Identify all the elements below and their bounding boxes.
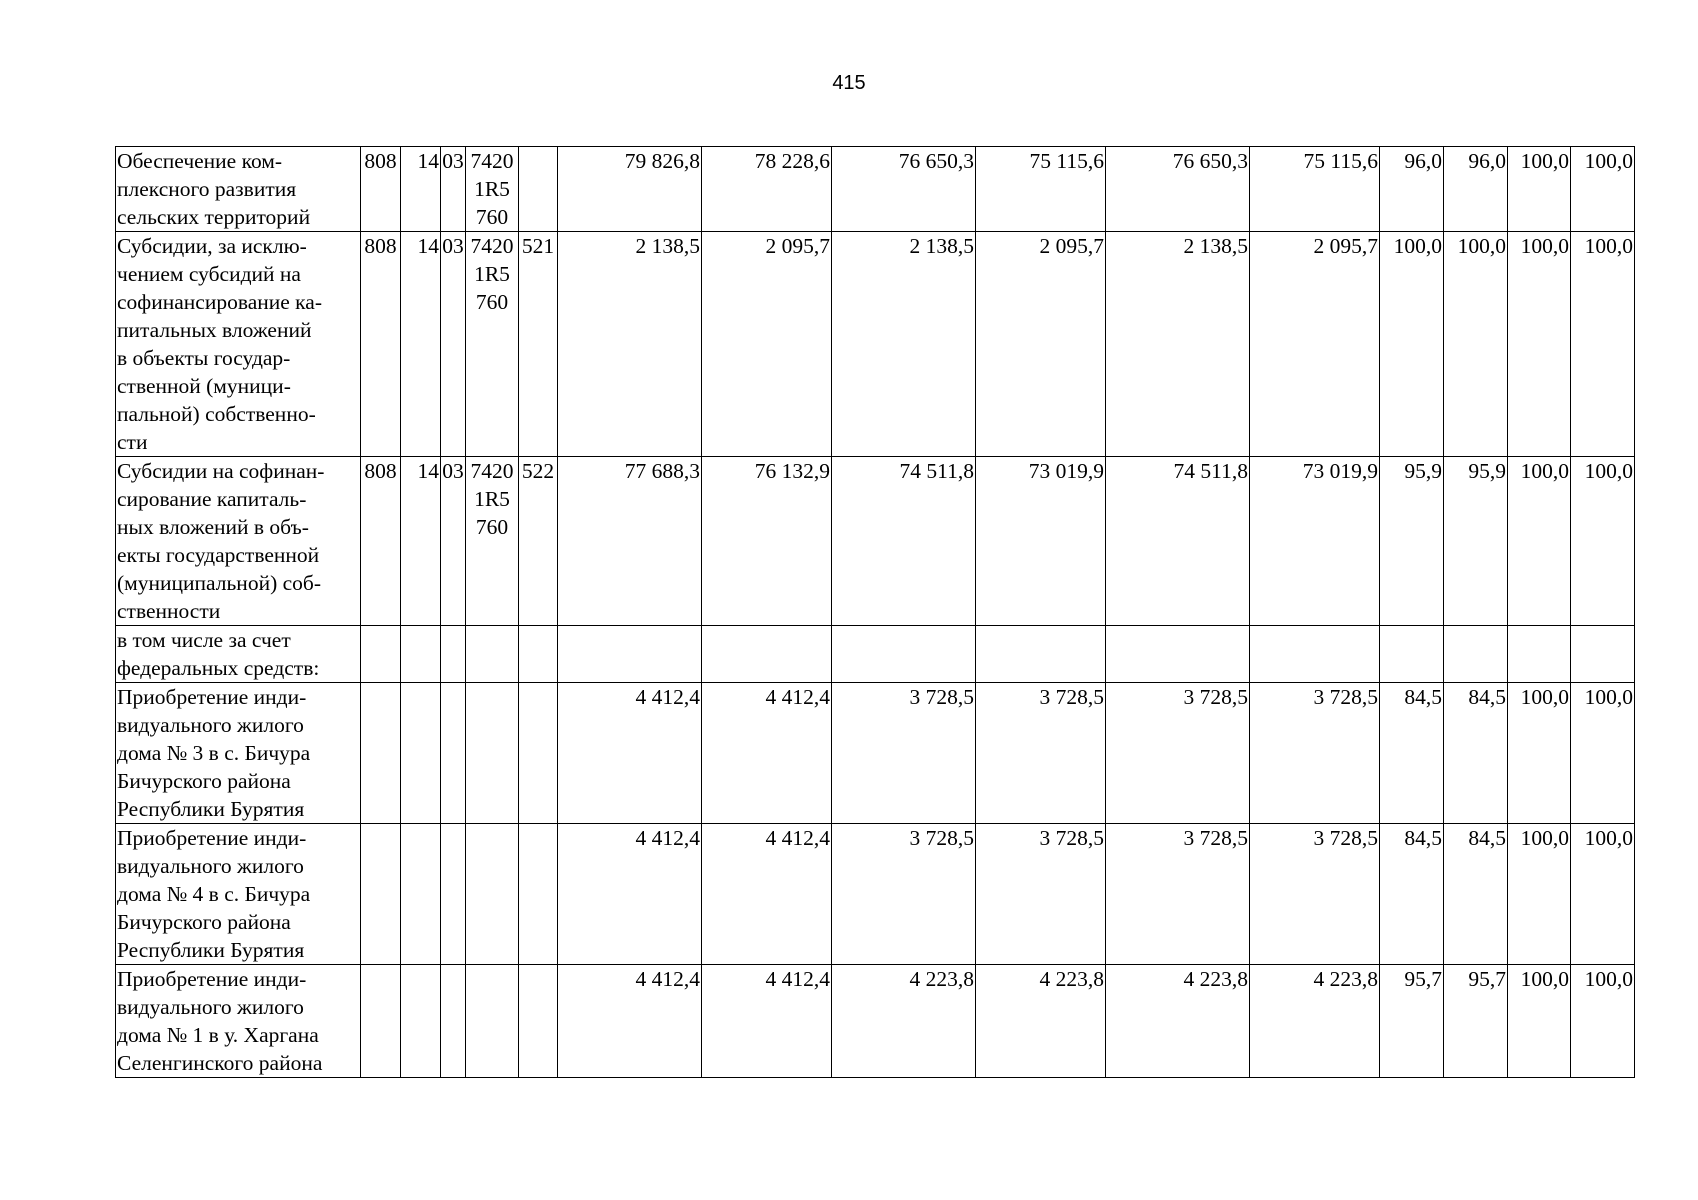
value-cell: 84,5 <box>1380 683 1444 824</box>
value-cell: 4 412,4 <box>558 965 702 1078</box>
value-cell: 100,0 <box>1571 147 1635 232</box>
value-cell: 3 728,5 <box>1250 683 1380 824</box>
value-cell: 95,7 <box>1444 965 1508 1078</box>
value-cell: 84,5 <box>1444 683 1508 824</box>
cs-code-cell <box>466 457 519 626</box>
value-cell: 100,0 <box>1444 232 1508 457</box>
value-cell: 2 138,5 <box>558 232 702 457</box>
value-cell: 96,0 <box>1380 147 1444 232</box>
value-cell: 2 095,7 <box>976 232 1106 457</box>
vr-code-cell <box>519 147 558 232</box>
table-row <box>116 965 1635 1078</box>
rz-code-cell <box>401 626 441 683</box>
cs-code-cell <box>466 965 519 1078</box>
rz-code-cell <box>401 683 441 824</box>
pr-code-cell <box>441 683 466 824</box>
vr-code-cell <box>519 824 558 965</box>
value-cell: 4 223,8 <box>832 965 976 1078</box>
row-name-line: ственной (муници- <box>117 374 291 398</box>
pr-code-cell: 03 <box>441 147 466 232</box>
rz-code-cell <box>401 965 441 1078</box>
row-name-line: Селенгинского района <box>117 1051 323 1075</box>
table-body <box>116 147 1635 1078</box>
row-name-line: Республики Бурятия <box>117 797 305 821</box>
value-cell: 3 728,5 <box>832 824 976 965</box>
row-name-line: софинансирование ка- <box>117 290 322 314</box>
value-cell: 95,7 <box>1380 965 1444 1078</box>
value-cell <box>976 626 1106 683</box>
value-cell: 77 688,3 <box>558 457 702 626</box>
gr-code-cell <box>361 824 401 965</box>
cs-code-line: 760 <box>475 290 509 314</box>
budget-table <box>115 146 1635 1078</box>
value-cell: 84,5 <box>1380 824 1444 965</box>
gr-code-cell: 808 <box>361 457 401 626</box>
value-cell: 96,0 <box>1444 147 1508 232</box>
row-name-cell <box>116 147 361 232</box>
value-cell: 76 650,3 <box>1106 147 1250 232</box>
value-cell: 95,9 <box>1380 457 1444 626</box>
cs-code-cell <box>466 626 519 683</box>
row-name-line: в том числе за счет <box>117 628 291 652</box>
row-name-line: Приобретение инди- <box>117 685 307 709</box>
gr-code-cell: 808 <box>361 232 401 457</box>
row-name-line: сти <box>117 430 148 454</box>
row-name-line: Бичурского района <box>117 910 291 934</box>
cs-code-cell <box>466 824 519 965</box>
row-name-line: сельских территорий <box>117 205 311 229</box>
row-name-line: плексного развития <box>117 177 297 201</box>
value-cell: 100,0 <box>1380 232 1444 457</box>
row-name-cell <box>116 232 361 457</box>
value-cell: 2 138,5 <box>832 232 976 457</box>
gr-code-cell <box>361 626 401 683</box>
value-cell <box>1444 626 1508 683</box>
value-cell <box>1380 626 1444 683</box>
table-row <box>116 457 1635 626</box>
row-name-line: Обеспечение ком- <box>117 149 283 173</box>
row-name-line: ственности <box>117 599 221 623</box>
value-cell: 4 412,4 <box>558 824 702 965</box>
vr-code-cell <box>519 965 558 1078</box>
table-row <box>116 626 1635 683</box>
row-name-line: (муниципальной) соб- <box>117 571 321 595</box>
value-cell: 100,0 <box>1571 683 1635 824</box>
value-cell <box>1571 626 1635 683</box>
vr-code-cell: 521 <box>519 232 558 457</box>
row-name-line: Субсидии на софинан- <box>117 459 325 483</box>
gr-code-cell: 808 <box>361 147 401 232</box>
rz-code-cell: 14 <box>401 232 441 457</box>
value-cell: 2 095,7 <box>702 232 832 457</box>
gr-code-cell <box>361 683 401 824</box>
value-cell: 100,0 <box>1571 965 1635 1078</box>
value-cell: 75 115,6 <box>976 147 1106 232</box>
value-cell: 73 019,9 <box>976 457 1106 626</box>
row-name-line: Приобретение инди- <box>117 967 307 991</box>
value-cell <box>832 626 976 683</box>
cs-code-cell <box>466 683 519 824</box>
cs-code-line: 760 <box>475 205 509 229</box>
cs-code-line: 1R5 <box>474 177 510 201</box>
value-cell: 79 826,8 <box>558 147 702 232</box>
row-name-line: ных вложений в объ- <box>117 515 309 539</box>
cs-code-line: 7420 <box>470 459 514 483</box>
value-cell: 4 223,8 <box>1106 965 1250 1078</box>
value-cell: 4 412,4 <box>702 683 832 824</box>
row-name-line: видуального жилого <box>117 995 304 1019</box>
cs-code-line: 7420 <box>470 234 514 258</box>
value-cell <box>1106 626 1250 683</box>
rz-code-cell: 14 <box>401 457 441 626</box>
value-cell: 4 412,4 <box>702 965 832 1078</box>
cs-code-line: 1R5 <box>474 262 510 286</box>
row-name-cell <box>116 824 361 965</box>
cs-code-cell <box>466 232 519 457</box>
row-name-line: видуального жилого <box>117 854 304 878</box>
row-name-cell <box>116 457 361 626</box>
table-row <box>116 824 1635 965</box>
row-name-line: питальных вложений <box>117 318 312 342</box>
value-cell: 2 138,5 <box>1106 232 1250 457</box>
value-cell: 100,0 <box>1571 232 1635 457</box>
value-cell: 100,0 <box>1508 232 1571 457</box>
value-cell: 100,0 <box>1508 147 1571 232</box>
cs-code-line: 7420 <box>470 149 514 173</box>
row-name-line: екты государственной <box>117 543 320 567</box>
row-name-line: дома № 4 в с. Бичура <box>117 882 311 906</box>
value-cell: 75 115,6 <box>1250 147 1380 232</box>
value-cell <box>1508 626 1571 683</box>
value-cell: 3 728,5 <box>976 824 1106 965</box>
value-cell: 3 728,5 <box>1250 824 1380 965</box>
row-name-line: дома № 3 в с. Бичура <box>117 741 311 765</box>
value-cell: 4 223,8 <box>1250 965 1380 1078</box>
row-name-line: пальной) собственно- <box>117 402 316 426</box>
rz-code-cell: 14 <box>401 147 441 232</box>
pr-code-cell: 03 <box>441 457 466 626</box>
value-cell: 100,0 <box>1508 683 1571 824</box>
page-number: 415 <box>832 72 866 94</box>
cs-code-line: 760 <box>475 515 509 539</box>
row-name-line: Республики Бурятия <box>117 938 305 962</box>
value-cell: 3 728,5 <box>976 683 1106 824</box>
value-cell <box>558 626 702 683</box>
value-cell: 3 728,5 <box>832 683 976 824</box>
pr-code-cell <box>441 626 466 683</box>
cs-code-cell <box>466 147 519 232</box>
row-name-cell <box>116 626 361 683</box>
pr-code-cell: 03 <box>441 232 466 457</box>
cs-code-line: 1R5 <box>474 487 510 511</box>
value-cell: 76 650,3 <box>832 147 976 232</box>
vr-code-cell: 522 <box>519 457 558 626</box>
row-name-cell <box>116 965 361 1078</box>
row-name-line: видуального жилого <box>117 713 304 737</box>
row-name-line: федеральных средств: <box>117 656 320 680</box>
value-cell: 76 132,9 <box>702 457 832 626</box>
value-cell: 2 095,7 <box>1250 232 1380 457</box>
value-cell: 74 511,8 <box>832 457 976 626</box>
table-row <box>116 232 1635 457</box>
value-cell: 4 223,8 <box>976 965 1106 1078</box>
value-cell: 3 728,5 <box>1106 824 1250 965</box>
row-name-line: Бичурского района <box>117 769 291 793</box>
value-cell: 100,0 <box>1508 965 1571 1078</box>
value-cell: 84,5 <box>1444 824 1508 965</box>
value-cell: 3 728,5 <box>1106 683 1250 824</box>
value-cell: 74 511,8 <box>1106 457 1250 626</box>
value-cell: 4 412,4 <box>702 824 832 965</box>
row-name-line: дома № 1 в у. Харгана <box>117 1023 319 1047</box>
row-name-line: сирование капиталь- <box>117 487 307 511</box>
table-row <box>116 147 1635 232</box>
value-cell: 73 019,9 <box>1250 457 1380 626</box>
table-row <box>116 683 1635 824</box>
pr-code-cell <box>441 965 466 1078</box>
value-cell: 78 228,6 <box>702 147 832 232</box>
row-name-line: чением субсидий на <box>117 262 301 286</box>
value-cell <box>702 626 832 683</box>
value-cell: 100,0 <box>1571 457 1635 626</box>
vr-code-cell <box>519 626 558 683</box>
value-cell <box>1250 626 1380 683</box>
row-name-line: в объекты государ- <box>117 346 291 370</box>
value-cell: 95,9 <box>1444 457 1508 626</box>
gr-code-cell <box>361 965 401 1078</box>
pr-code-cell <box>441 824 466 965</box>
row-name-line: Приобретение инди- <box>117 826 307 850</box>
vr-code-cell <box>519 683 558 824</box>
value-cell: 100,0 <box>1508 824 1571 965</box>
value-cell: 100,0 <box>1571 824 1635 965</box>
value-cell: 4 412,4 <box>558 683 702 824</box>
rz-code-cell <box>401 824 441 965</box>
row-name-line: Субсидии, за исклю- <box>117 234 307 258</box>
value-cell: 100,0 <box>1508 457 1571 626</box>
row-name-cell <box>116 683 361 824</box>
